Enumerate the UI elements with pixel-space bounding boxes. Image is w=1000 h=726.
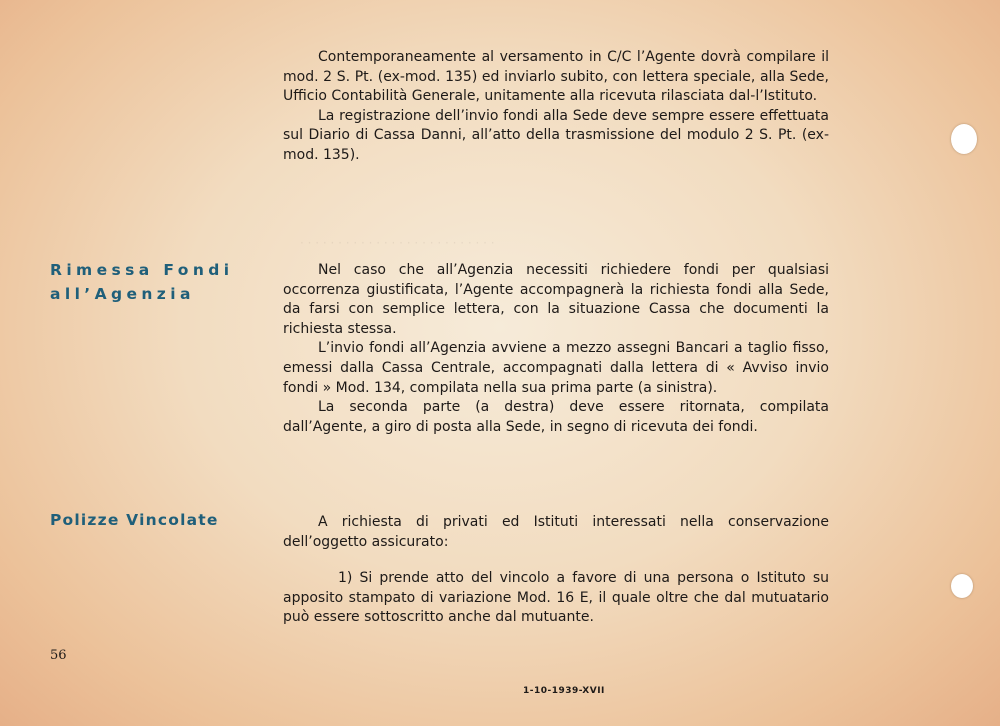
punch-hole-bottom — [951, 574, 973, 598]
rimessa-text-block — [283, 261, 829, 437]
page-number: 56 — [50, 648, 67, 663]
polizze-item-1: 1) Si prende atto del vincolo a favore di una persona o Istituto su apposito stampato di variazione Mod. 16 E, il quale oltre che dal mutuatario può essere sottoscritto anche dal mutuante. — [283, 570, 829, 626]
rimessa-paragraph-3: La seconda parte (a destra) deve essere ritornata, compilata dall’Agente, a giro di posta alla Sede, in segno di ricevuta dei fondi. — [283, 399, 829, 435]
footer-date: 1-10-1939-XVII — [523, 686, 605, 696]
heading-rimessa-fondi — [50, 258, 233, 306]
intro-text-block — [283, 48, 829, 166]
heading-rimessa-line2: all’Agenzia — [50, 285, 195, 303]
polizze-text-block — [283, 513, 829, 628]
rimessa-paragraph-1: Nel caso che all’Agenzia necessiti richiedere fondi per qualsiasi occorrenza giustificata, l’Agente accompagnerà la richiesta fondi alla Sede, da farsi con semplice lettera, con la situazione Cassa che documenti la richiesta stessa. — [283, 262, 829, 337]
bleed-through-text: · · · · · · · · · · · · · · · · · · · · · · · · · · — [300, 236, 495, 250]
intro-paragraph-1: Contemporaneamente al versamento in C/C l’Agente dovrà compilare il mod. 2 S. Pt. (ex-mod. 135) ed inviarlo subito, con lettera speciale, alla Sede, Ufficio Contabilità Generale, unitamente alla ricevuta rilasciata dal-l’Istituto. — [283, 49, 829, 105]
intro-paragraph-2: La registrazione dell’invio fondi alla Sede deve sempre essere effettuata sul Diario di Cassa Danni, all’atto della trasmissione del modulo 2 S. Pt. (ex-mod. 135). — [283, 107, 829, 163]
polizze-intro: A richiesta di privati ed Istituti interessati nella conservazione dell’oggetto assicurato: — [283, 514, 829, 550]
heading-rimessa-line1: Rimessa Fondi — [50, 261, 234, 279]
heading-polizze-vincolate: Polizze Vincolate — [50, 511, 219, 529]
rimessa-paragraph-2: L’invio fondi all’Agenzia avviene a mezzo assegni Bancari a taglio fisso, emessi dalla Cassa Centrale, accompagnati dalla lettera di « Avviso invio fondi » Mod. 134, compilata nella sua prima parte (a sinistra). — [283, 340, 829, 396]
punch-hole-top — [951, 124, 977, 154]
